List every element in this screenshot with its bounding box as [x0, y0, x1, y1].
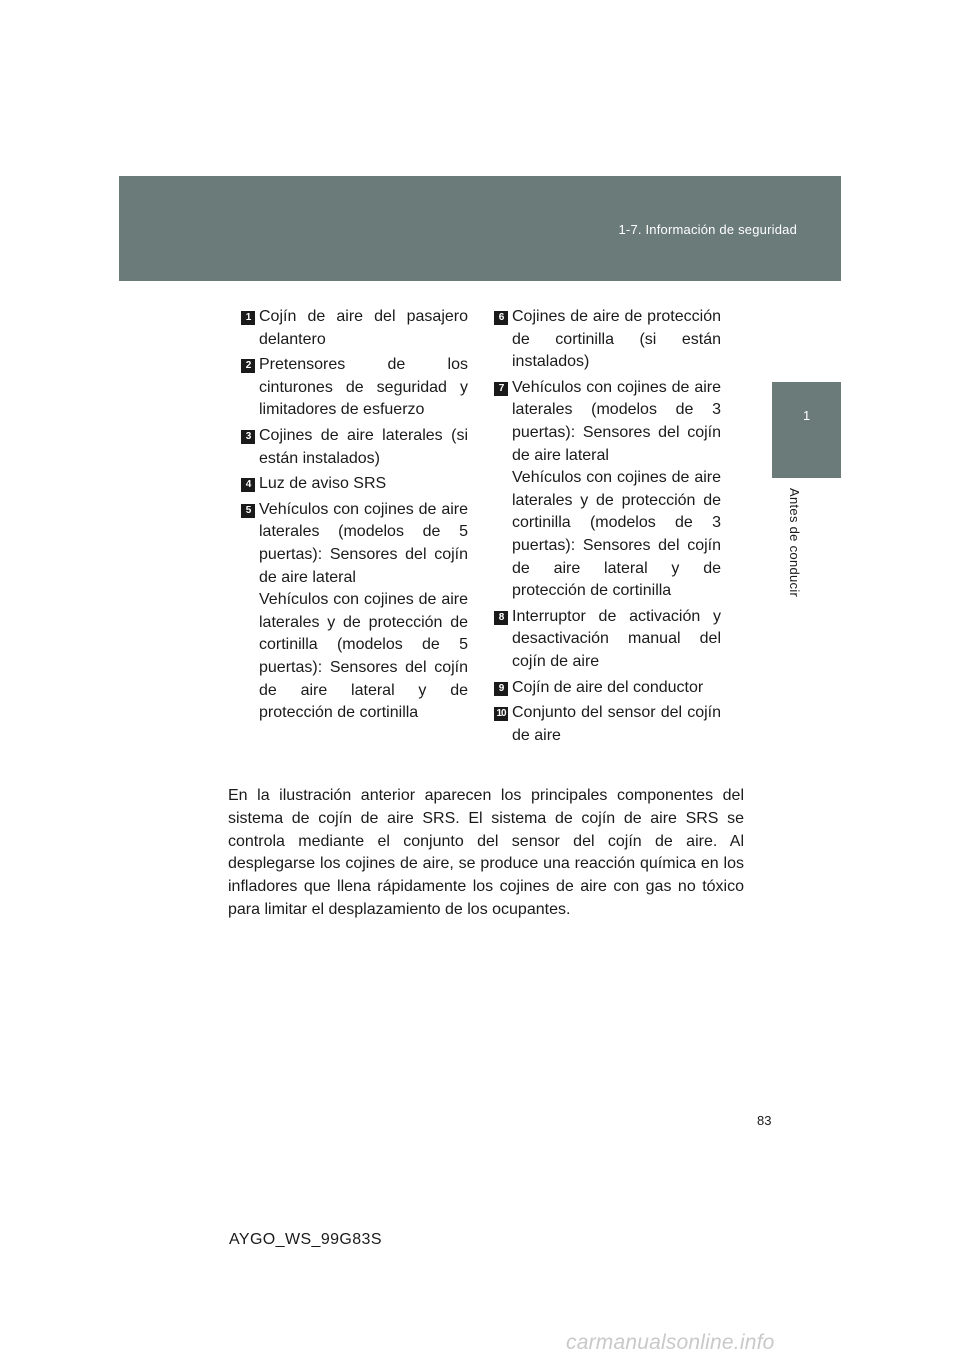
- left-legend-column: [241, 306, 468, 728]
- legend-number-badge: 2: [241, 359, 255, 373]
- legend-item: [494, 677, 721, 700]
- legend-item: [494, 606, 721, 674]
- legend-number-badge: 3: [241, 430, 255, 444]
- legend-text: Conjunto del sensor del cojín de aire: [512, 704, 721, 744]
- legend-number-badge: 5: [241, 504, 255, 518]
- legend-text: Vehículos con cojines de aire laterales y de protección de cortinilla (modelos de 3 puertas): Sensores del cojín de aire lateral y de protección de cortinilla: [512, 469, 721, 600]
- legend-text: Vehículos con cojines de aire laterales (modelos de 3 puertas): Sensores del cojín de aire lateral: [512, 378, 721, 464]
- legend-number-badge: 6: [494, 311, 508, 325]
- legend-number-badge: 10: [494, 707, 508, 721]
- legend-text: Cojines de aire de protección de cortinilla (si están instalados): [512, 308, 721, 371]
- watermark: carmanualsonline.info: [566, 1331, 775, 1354]
- legend-text: Cojín de aire del conductor: [512, 678, 704, 696]
- legend-item: [494, 377, 721, 603]
- legend-number-badge: 1: [241, 311, 255, 325]
- section-header-bar: [119, 176, 841, 281]
- right-legend-column: [494, 306, 721, 750]
- legend-number-badge: 4: [241, 478, 255, 492]
- legend-number-badge: 9: [494, 682, 508, 696]
- legend-text: Pretensores de los cinturones de seguridad y limitadores de esfuerzo: [259, 356, 468, 419]
- section-title: 1-7. Información de seguridad: [618, 222, 797, 237]
- chapter-number: 1: [803, 408, 811, 423]
- legend-item: [241, 354, 468, 422]
- document-code: AYGO_WS_99G83S: [229, 1231, 382, 1248]
- legend-text: Vehículos con cojines de aire laterales y de protección de cortinilla (modelos de 5 puertas): Sensores del cojín de aire lateral y de protección de cortinilla: [259, 591, 468, 722]
- legend-item: [241, 306, 468, 351]
- legend-text: Cojín de aire del pasajero delantero: [259, 308, 468, 348]
- chapter-title: Antes de conducir: [787, 488, 802, 598]
- legend-text: Interruptor de activación y desactivación manual del cojín de aire: [512, 607, 721, 670]
- page-number: 83: [757, 1113, 772, 1128]
- legend-item: [241, 473, 468, 496]
- legend-item: [241, 425, 468, 470]
- legend-text: Vehículos con cojines de aire laterales (modelos de 5 puertas): Sensores del cojín de aire lateral: [259, 500, 468, 586]
- legend-number-badge: 8: [494, 611, 508, 625]
- legend-text: Luz de aviso SRS: [259, 475, 387, 493]
- legend-number-badge: 7: [494, 382, 508, 396]
- legend-item: [241, 499, 468, 725]
- chapter-tab: [772, 382, 841, 478]
- legend-text: Cojines de aire laterales (si están instalados): [259, 426, 468, 467]
- legend-item: [494, 702, 721, 747]
- legend-item: [494, 306, 721, 374]
- body-paragraph: En la ilustración anterior aparecen los principales componentes del sistema de cojín de aire SRS. El sistema de cojín de aire SRS se controla mediante el conjunto del sensor del cojín de aire. Al desplegarse los cojines de aire, se produce una reacción química en los infladores que llena rápidamente los cojines de aire con gas no tóxico para limitar el desplazamiento de los ocupantes.: [228, 787, 744, 918]
